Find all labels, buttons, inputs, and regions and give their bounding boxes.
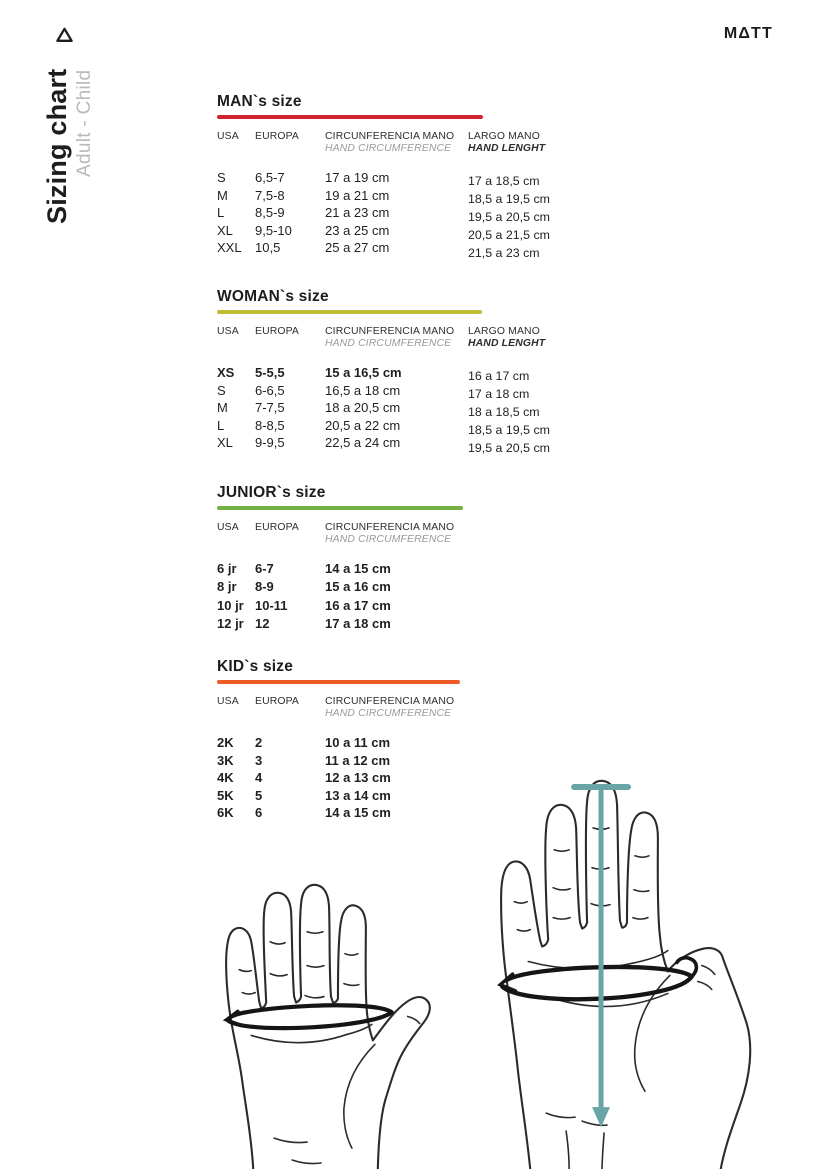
brand-logo: MΔTT	[723, 25, 773, 42]
table-title-junior: JUNIOR`s size	[217, 484, 326, 501]
table-junior-size: JUNIOR`s size USA EUROPA CIRCUNFERENCIA MANO HAND CIRCUMFERENCE 6 jr 6-7 14 a 15 cm 8 jr 8-9 15 a 16 cm 10 jr 10-11 16 a 17 cm 12 jr 12 17 a 18 cm	[217, 484, 597, 502]
hand-length-illustration	[462, 770, 772, 1169]
page-subtitle: Adult - Child	[74, 69, 95, 177]
table-header	[217, 696, 597, 722]
col-header-europa: EUROPA	[255, 522, 300, 533]
table-header	[217, 522, 597, 548]
col-header-circumference	[325, 696, 454, 720]
accent-rule-woman	[217, 310, 482, 314]
table-title-man: MAN`s size	[217, 93, 302, 110]
col-header-usa: USA	[217, 131, 239, 142]
col-header-circumference-es: CIRCUNFERENCIA MANO	[325, 522, 455, 533]
hand-circumference-illustration	[195, 860, 455, 1169]
accent-rule-kid	[217, 680, 460, 684]
col-header-europa: EUROPA	[255, 131, 300, 142]
table-man-size: MAN`s size USA EUROPA CIRCUNFERENCIA MANO HAND CIRCUMFERENCE LARGO MANO HAND LENGHT S 6,5-7 17 a 19 cm M 7,5-8 19 a 21 cm L 8,5-9 21 a 23 cm XL 9,5-10 23 a 25 cm XXL 10,5 25 a 27 cm 17 a 18,5 cm 18,5 a 19,5 cm 19,5 a 20,5 cm 20,5 a 21,5 cm 21,5 a 23 cm	[217, 93, 597, 111]
col-header-length-en: HAND LENGHT	[468, 143, 546, 154]
table-title-kid: KID`s size	[217, 658, 294, 675]
hand-outline	[501, 781, 750, 1169]
table-title-woman: WOMAN`s size	[217, 288, 329, 305]
col-header-circumference	[325, 522, 454, 546]
page-title: Sizing chart	[42, 68, 72, 224]
col-header-circumference	[325, 326, 454, 350]
col-header-length-es: LARGO MANO	[468, 326, 540, 337]
accent-rule-junior	[217, 506, 463, 510]
col-header-usa: USA	[217, 522, 239, 533]
col-header-usa: USA	[217, 696, 239, 707]
col-header-europa: EUROPA	[255, 696, 300, 707]
col-header-circumference-en: HAND CIRCUMFERENCE	[325, 143, 452, 154]
col-header-europa: EUROPA	[255, 326, 300, 337]
col-header-length	[468, 131, 545, 155]
col-header-circumference	[325, 131, 454, 155]
col-header-circumference-en: HAND CIRCUMFERENCE	[325, 338, 452, 349]
col-header-length-en: HAND LENGHT	[468, 338, 546, 349]
hand-length-column: 16 a 17 cm 17 a 18 cm 18 a 18,5 cm 18,5 a 19,5 cm 19,5 a 20,5 cm	[468, 369, 550, 456]
table-header	[217, 131, 597, 157]
table-woman-size: WOMAN`s size USA EUROPA CIRCUNFERENCIA MANO HAND CIRCUMFERENCE LARGO MANO HAND LENGHT XS 5-5,5 15 a 16,5 cm S 6-6,5 16,5 a 18 cm M 7-7,5 18 a 20,5 cm L 8-8,5 20,5 a 22 cm XL 9-9,5 22,5 a 24 cm 16 a 17 cm 17 a 18 cm 18 a 18,5 cm 18,5 a 19,5 cm 19,5 a 20,5 cm	[217, 288, 597, 306]
accent-rule-man	[217, 115, 483, 119]
hand-length-column: 17 a 18,5 cm 18,5 a 19,5 cm 19,5 a 20,5 cm 20,5 a 21,5 cm 21,5 a 23 cm	[468, 174, 550, 261]
col-header-length	[468, 326, 545, 350]
col-header-circumference-es: CIRCUNFERENCIA MANO	[325, 131, 455, 142]
col-header-usa: USA	[217, 326, 239, 337]
table-header	[217, 326, 597, 352]
col-header-circumference-en: HAND CIRCUMFERENCE	[325, 534, 452, 545]
col-header-circumference-es: CIRCUNFERENCIA MANO	[325, 696, 455, 707]
triangle-logo-icon	[56, 27, 73, 43]
table-kid-size: KID`s size USA EUROPA CIRCUNFERENCIA MANO HAND CIRCUMFERENCE 2K 2 10 a 11 cm 3K 3 11 a 12 cm 4K 4 12 a 13 cm 5K 5 13 a 14 cm 6K 6 14 a 15 cm	[217, 658, 597, 676]
col-header-circumference-es: CIRCUNFERENCIA MANO	[325, 326, 455, 337]
col-header-circumference-en: HAND CIRCUMFERENCE	[325, 708, 452, 719]
col-header-length-es: LARGO MANO	[468, 131, 540, 142]
